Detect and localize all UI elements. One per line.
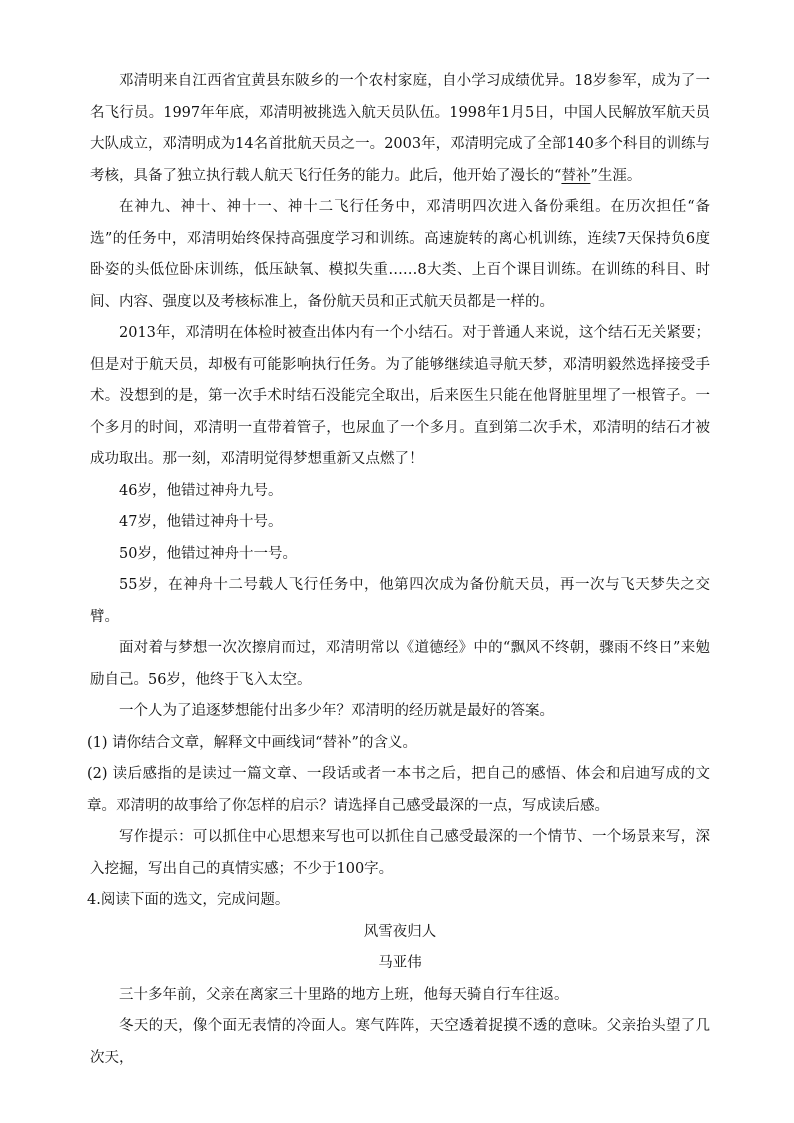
paragraph-training: 在神九、神十、神十一、神十二飞行任务中，邓清明四次进入备份乘组。在历次担任“备选”的任务中，邓清明始终保持高强度学习和训练。高速旋转的离心机训练，连续7天保持负6度卧姿的头低位卧床训练，低压缺氧、模拟失重……8大类、上百个课目训练。在训练的科目、时间、内容、强度以及考核标准上，备份航天员和正式航天员都是一样的。 [90,199,710,310]
paragraph-age-55: 55岁，在神舟十二号载人飞行任务中，他第四次成为备份航天员，再一次与飞天梦失之交臂。 [90,577,710,625]
question-1: (1) 请你结合文章，解释文中画线词“替补”的含义。 [87,734,417,751]
paragraph-background [90,66,710,192]
paragraph-conclusion: 一个人为了追逐梦想能付出多少年？邓清明的经历就是最好的答案。 [119,703,554,719]
underlined-word: 替补 [561,167,591,184]
question-2: (2) 读后感指的是读过一篇文章、一段话或者一本书之后，把自己的感悟、体会和启迪写成的文章。邓清明的故事给了你怎样的启示？请选择自己感受最深的一点，写成读后感。 [87,766,710,814]
paragraph-age-46: 46岁，他错过神舟九号。 [119,482,283,499]
paragraph-age-47: 47岁，他错过神舟十号。 [119,514,283,530]
paragraph-age-50: 50岁，他错过神舟十一号。 [119,545,297,562]
section-4-heading: 4.阅读下面的选文，完成问题。 [87,892,290,908]
passage-paragraph-2: 冬天的天，像个面无表情的冷面人。寒气阵阵，天空透着捉摸不透的意味。父亲抬头望了几次天， [90,1018,710,1066]
paragraph-daodejing: 面对着与梦想一次次擦肩而过，邓清明常以《道德经》中的“飘风不终朝，骤雨不终日”来勉励自己。56岁，他终于飞入太空。 [90,640,710,688]
passage-author: 马亚伟 [378,955,422,971]
writing-tip: 写作提示：可以抓住中心思想来写也可以抓住自己感受最深的一个情节、一个场景来写，深入挖掘，写出自己的真情实感；不少于100字。 [90,829,710,877]
paragraph-surgery: 2013年，邓清明在体检时被查出体内有一个小结石。对于普通人来说，这个结石无关紧要；但是对于航天员，却极有可能影响执行任务。为了能够继续追寻航天梦，邓清明毅然选择接受手术。没想到的是，第一次手术时结石没能完全取出，后来医生只能在他肾脏里埋了一根管子。一个多月的时间，邓清明一直带着管子，也尿血了一个多月。直到第二次手术，邓清明的结石才被成功取出。那一刻，邓清明觉得梦想重新又点燃了！ [90,325,710,467]
paragraph-text: ”生涯。 [590,167,642,184]
document-page [87,66,710,1074]
paragraph-text: 邓清明来自江西省宜黄县东陂乡的一个农村家庭，自小学习成绩优异。18岁参军，成为了一名飞行员。1997年年底，邓清明被挑选入航天员队伍。1998年1月5日，中国人民解放军航天员大队成立，邓清明成为14名首批航天员之一。2003年，邓清明完成了全部140多个科目的训练与考核，具备了独立执行载人航天飞行任务的能力。此后，他开始了漫长的“ [90,73,710,184]
passage-paragraph-1: 三十多年前，父亲在离家三十里路的地方上班，他每天骑自行车往返。 [119,986,569,1003]
passage-title: 风雪夜归人 [363,923,437,940]
